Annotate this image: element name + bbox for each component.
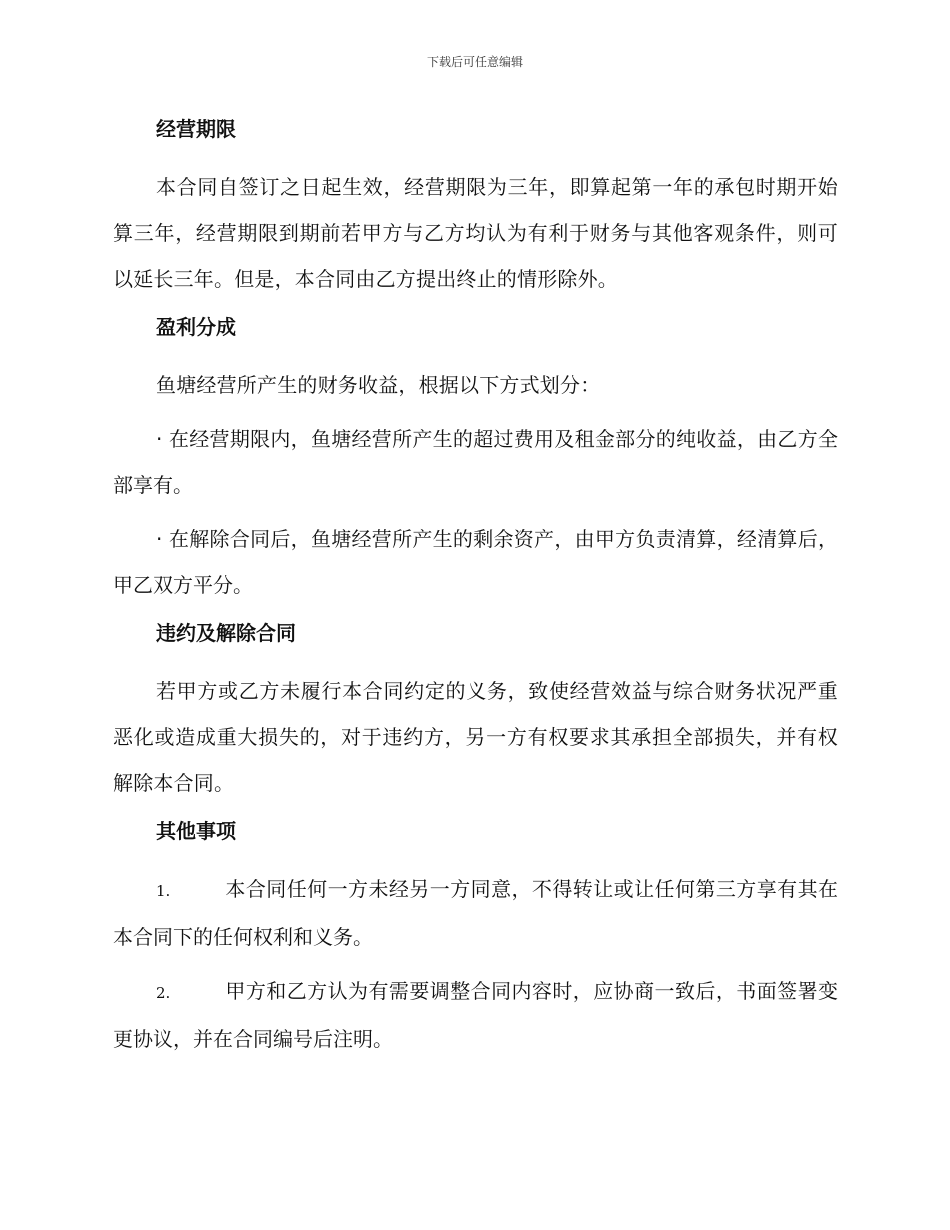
numbered-item bbox=[113, 866, 838, 960]
section-heading-breach: 违约及解除合同 bbox=[156, 621, 296, 645]
bullet-item: · 在经营期限内，鱼塘经营所产生的超过费用及租金部分的纯收益，由乙方全部享有。 bbox=[113, 427, 838, 497]
section-heading-profit: 盈利分成 bbox=[156, 315, 236, 339]
document-body bbox=[113, 112, 838, 1070]
paragraph-profit-intro: 鱼塘经营所产生的财务收益，根据以下方式划分： bbox=[156, 373, 601, 397]
item-number: 1. bbox=[156, 882, 171, 900]
paragraph-breach: 若甲方或乙方未履行本合同约定的义务，致使经营效益与综合财务状况严重恶化或造成重大损失的，对于违约方，另一方有权要求其承担全部损失，并有权解除本合同。 bbox=[113, 679, 838, 795]
section-heading-term: 经营期限 bbox=[156, 117, 236, 141]
page-header: 下载后可任意编辑 bbox=[426, 55, 523, 69]
bullet-item: · 在解除合同后，鱼塘经营所产生的剩余资产，由甲方负责清算，经清算后，甲乙双方平分。 bbox=[113, 527, 838, 597]
paragraph-term: 本合同自签订之日起生效，经营期限为三年，即算起第一年的承包时期开始算三年，经营期限到期前若甲方与乙方均认为有利于财务与其他客观条件，则可以延长三年。但是，本合同由乙方提出终止的情形除外。 bbox=[113, 175, 838, 291]
numbered-item bbox=[113, 968, 838, 1062]
section-heading-other: 其他事项 bbox=[156, 819, 236, 843]
item-text: 甲方和乙方认为有需要调整合同内容时，应协商一致后，书面签署变更协议，并在合同编号后注明。 bbox=[113, 979, 838, 1051]
item-text: 本合同任何一方未经另一方同意，不得转让或让任何第三方享有其在本合同下的任何权利和义务。 bbox=[113, 877, 838, 949]
item-number: 2. bbox=[156, 984, 171, 1002]
